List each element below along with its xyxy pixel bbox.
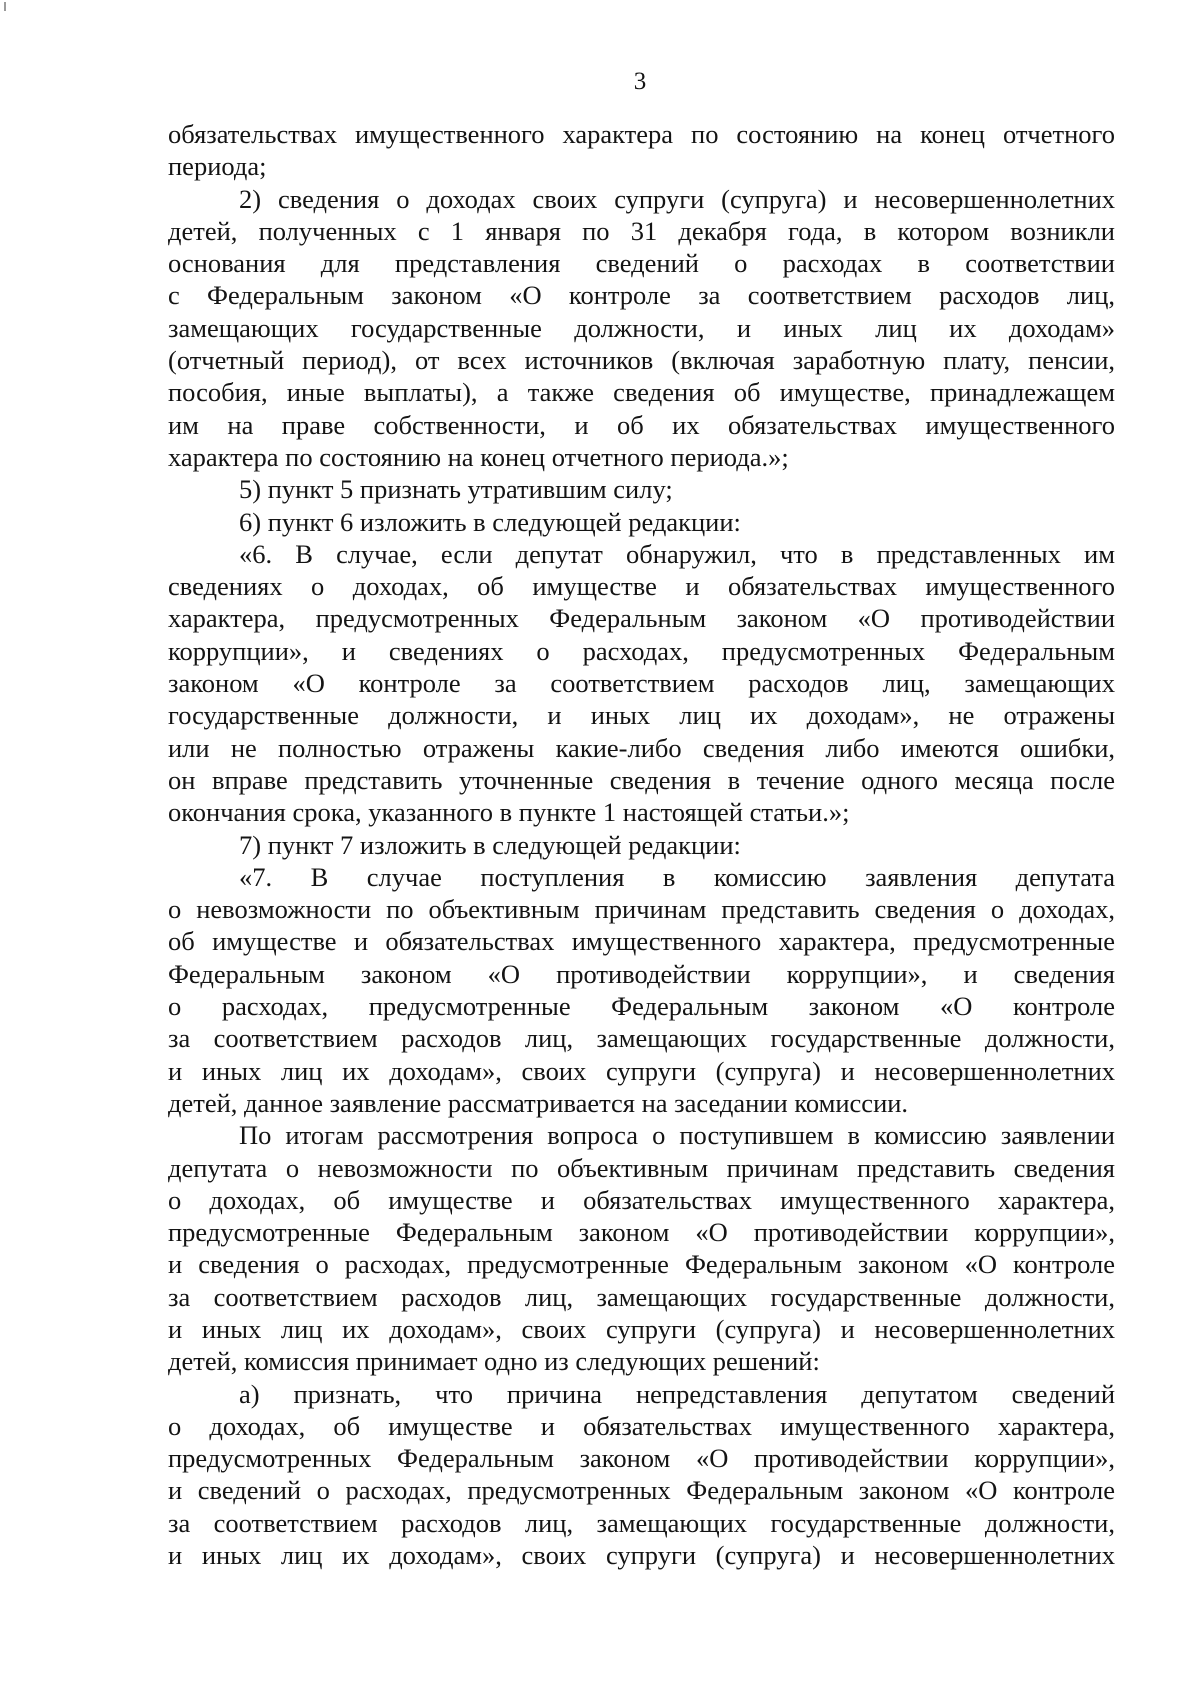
text-line: а) признать, что причина непредставления депутатом сведений xyxy=(239,1378,1115,1409)
text-line: о невозможности по объективным причинам представить сведения о доходах, xyxy=(168,894,1115,925)
text-line: и иных лиц их доходам», своих супруги (супруга) и несовершеннолетних xyxy=(168,1313,1115,1344)
text-line: об имуществе и обязательствах имущественного характера, предусмотренные xyxy=(168,926,1115,957)
text-line: 5) пункт 5 признать утратившим силу; xyxy=(239,474,673,505)
text-line: характера по состоянию на конец отчетного периода.»; xyxy=(168,441,789,472)
text-line: он вправе представить уточненные сведения в течение одного месяца после xyxy=(168,764,1115,795)
text-line: за соответствием расходов лиц, замещающих государственные должности, xyxy=(168,1023,1115,1054)
text-line: коррупции», и сведениях о расходах, предусмотренных Федеральным xyxy=(168,635,1115,666)
text-line: Федеральным законом «О противодействии коррупции», и сведения xyxy=(168,958,1115,989)
text-line: По итогам рассмотрения вопроса о поступившем в комиссию заявлении xyxy=(239,1120,1115,1151)
text-line: за соответствием расходов лиц, замещающих государственные должности, xyxy=(168,1507,1115,1538)
text-line: и иных лиц их доходам», своих супруги (супруга) и несовершеннолетних xyxy=(168,1540,1115,1571)
document-body xyxy=(168,118,1115,1571)
text-line: и сведений о расходах, предусмотренных Федеральным законом «О контроле xyxy=(168,1475,1115,1506)
text-line: сведениях о доходах, об имуществе и обязательствах имущественного xyxy=(168,571,1115,602)
text-line: 7) пункт 7 изложить в следующей редакции: xyxy=(239,829,741,860)
text-line: детей, комиссия принимает одно из следующих решений: xyxy=(168,1346,820,1377)
text-line: законом «О контроле за соответствием расходов лиц, замещающих xyxy=(168,668,1115,699)
text-line: обязательствах имущественного характера по состоянию на конец отчетного xyxy=(168,119,1115,149)
text-line: замещающих государственные должности, и иных лиц их доходам» xyxy=(168,312,1115,343)
text-line: о доходах, об имуществе и обязательствах имущественного характера, xyxy=(168,1184,1115,1215)
text-line: депутата о невозможности по объективным причинам представить сведения xyxy=(168,1152,1115,1183)
text-line: за соответствием расходов лиц, замещающих государственные должности, xyxy=(168,1281,1115,1312)
text-line: детей, полученных с 1 января по 31 декабря года, в котором возникли xyxy=(168,215,1115,246)
text-line: окончания срока, указанного в пункте 1 настоящей статьи.»; xyxy=(168,797,850,828)
text-line: характера, предусмотренных Федеральным законом «О противодействии xyxy=(168,603,1115,634)
page-number: 3 xyxy=(633,68,647,95)
text-line: предусмотренные Федеральным законом «О противодействии коррупции», xyxy=(168,1217,1115,1248)
text-line: или не полностью отражены какие-либо сведения либо имеются ошибки, xyxy=(168,732,1115,763)
text-line: с Федеральным законом «О контроле за соответствием расходов лиц, xyxy=(168,280,1115,311)
scan-artifact-mark xyxy=(4,2,6,11)
text-line: «7. В случае поступления в комиссию заявления депутата xyxy=(239,861,1115,892)
text-line: о доходах, об имуществе и обязательствах имущественного характера, xyxy=(168,1410,1115,1441)
text-line: детей, данное заявление рассматривается на заседании комиссии. xyxy=(168,1087,909,1118)
text-line: и иных лиц их доходам», своих супруги (супруга) и несовершеннолетних xyxy=(168,1055,1115,1086)
text-line: и сведения о расходах, предусмотренные Федеральным законом «О контроле xyxy=(168,1249,1115,1280)
text-line: основания для представления сведений о расходах в соответствии xyxy=(168,248,1115,279)
text-line: государственные должности, и иных лиц их доходам», не отражены xyxy=(168,700,1115,731)
text-line: периода; xyxy=(168,151,267,182)
text-line: о расходах, предусмотренные Федеральным законом «О контроле xyxy=(168,991,1115,1022)
text-line: «6. В случае, если депутат обнаружил, что в представленных им xyxy=(239,538,1115,569)
text-line: (отчетный период), от всех источников (включая заработную плату, пенсии, xyxy=(168,345,1115,376)
text-line: 2) сведения о доходах своих супруги (супруга) и несовершеннолетних xyxy=(239,183,1115,214)
text-line: пособия, иные выплаты), а также сведения об имуществе, принадлежащем xyxy=(168,377,1115,408)
text-line: предусмотренных Федеральным законом «О противодействии коррупции», xyxy=(168,1443,1115,1474)
text-line: 6) пункт 6 изложить в следующей редакции: xyxy=(239,506,741,537)
text-line: им на праве собственности, и об их обязательствах имущественного xyxy=(168,409,1115,440)
